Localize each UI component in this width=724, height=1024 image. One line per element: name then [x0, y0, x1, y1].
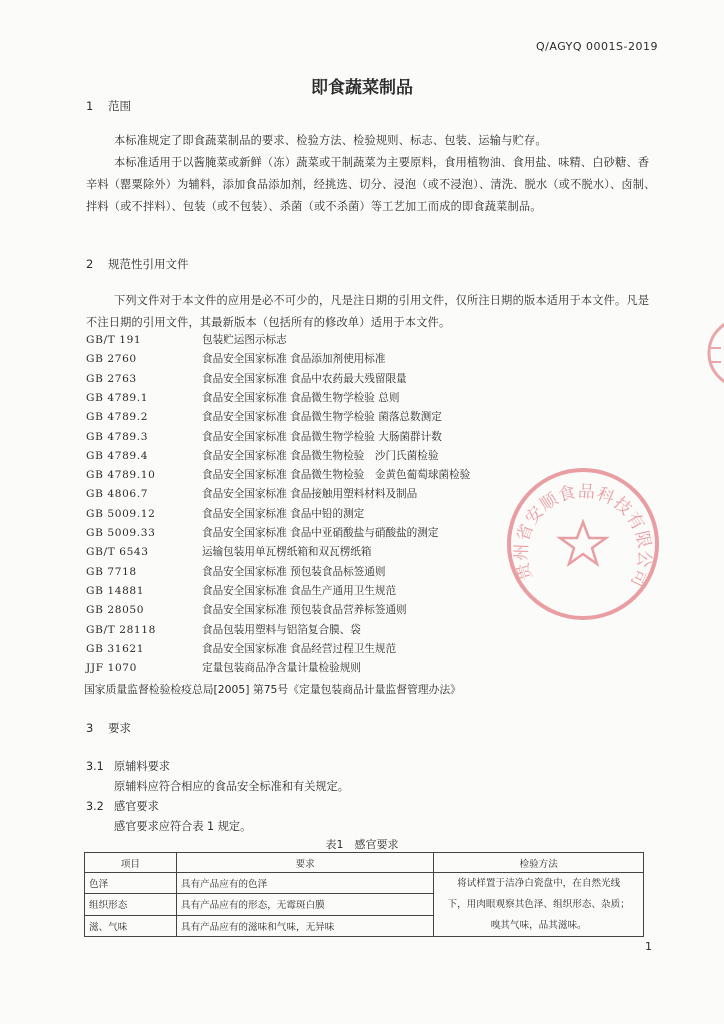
reference-row — [86, 428, 442, 447]
cell-requirement: 具有产品应有的形态，无霉斑白膜 — [176, 894, 434, 915]
method-line: 下，用肉眼观察其色泽、组织形态、杂质； — [447, 899, 630, 910]
reference-row — [86, 331, 287, 350]
reference-title: 食品安全国家标准 食品微生物学检验 菌落总数测定 — [202, 411, 442, 424]
reference-row — [86, 582, 396, 601]
reference-code: GB 5009.12 — [86, 507, 156, 520]
page-number: 1 — [645, 940, 652, 953]
reference-code: GB 7718 — [86, 565, 137, 578]
section-2-heading — [86, 256, 189, 272]
edge-seal-ring — [709, 319, 724, 387]
subsection-number: 3.2 — [86, 800, 104, 813]
cell-method — [434, 873, 644, 937]
edge-seal-fragment — [703, 318, 724, 388]
document-title: 即食蔬菜制品 — [311, 78, 413, 98]
paragraph: 本标准规定了即食蔬菜制品的要求、检验方法、检验规则、标志、包装、运输与贮存。 — [114, 134, 547, 147]
reference-row — [86, 466, 470, 485]
subsection-title: 原辅料要求 — [114, 760, 170, 773]
subsection-3-1-text: 原辅料应符合相应的食品安全标准和有关规定。 — [114, 780, 349, 793]
reference-code: GB 4789.1 — [86, 391, 149, 404]
reference-row — [86, 601, 407, 620]
reference-code: JJF 1070 — [86, 662, 137, 675]
cell-item: 色泽 — [85, 873, 177, 894]
section-3-heading — [86, 720, 131, 736]
reference-code: GB 14881 — [86, 584, 145, 597]
reference-code: GB 28050 — [86, 604, 145, 617]
reference-title: 食品安全国家标准 食品微生物检验 沙门氏菌检验 — [202, 449, 439, 462]
cell-item: 滋、气味 — [85, 915, 177, 936]
section-1-body — [86, 130, 656, 218]
reference-code: GB/T 191 — [86, 334, 142, 346]
cell-item: 组织形态 — [85, 894, 177, 915]
reference-code: GB 31621 — [86, 642, 145, 655]
section-number: 2 — [86, 257, 94, 271]
company-seal — [503, 464, 663, 624]
sensory-requirements-table — [84, 852, 644, 937]
reference-title: 包装贮运图示标志 — [202, 334, 287, 346]
section-number: 3 — [86, 721, 94, 735]
cell-requirement: 具有产品应有的滋味和气味，无异味 — [176, 915, 434, 936]
header-method: 检验方法 — [434, 853, 644, 873]
reference-title: 食品安全国家标准 食品中铅的测定 — [202, 507, 365, 520]
table-caption: 表1 感官要求 — [325, 838, 399, 851]
reference-row — [86, 389, 399, 408]
header-item: 项目 — [85, 853, 177, 873]
reference-code: GB 2760 — [86, 353, 137, 366]
reference-row — [86, 543, 372, 562]
section-title: 规范性引用文件 — [108, 257, 189, 271]
reference-title: 食品安全国家标准 食品生产通用卫生规范 — [202, 584, 397, 597]
section-1-heading — [86, 98, 131, 114]
reference-code: GB/T 6543 — [86, 546, 149, 559]
reference-title: 定量包装商品净含量计量检验规则 — [202, 662, 361, 675]
header-requirement: 要求 — [176, 853, 434, 873]
reference-title: 食品安全国家标准 预包装食品营养标签通则 — [202, 604, 407, 617]
reference-title: 食品安全国家标准 食品微生物检验 金黄色葡萄球菌检验 — [202, 469, 471, 482]
section-2-intro — [86, 290, 656, 334]
section-title: 要求 — [108, 721, 131, 735]
table-row — [85, 873, 644, 894]
reference-title: 食品安全国家标准 食品微生物学检验 总则 — [202, 391, 400, 404]
subsection-3-2-text: 感官要求应符合表 1 规定。 — [114, 820, 252, 833]
seal-text — [512, 482, 655, 591]
reference-row — [86, 563, 385, 582]
reference-row — [86, 524, 438, 543]
section-title: 范围 — [108, 99, 131, 113]
reference-code: GB 4789.10 — [86, 469, 156, 482]
subsection-3-1-heading — [86, 758, 170, 774]
reference-title: 食品安全国家标准 食品经营过程卫生规范 — [202, 642, 397, 655]
reference-title: 食品安全国家标准 食品中农药最大残留限量 — [202, 372, 407, 385]
table-header-row — [85, 853, 644, 873]
reference-title: 食品安全国家标准 食品中亚硝酸盐与硝酸盐的测定 — [202, 527, 439, 539]
regulation-reference: 国家质量监督检验检疫总局[2005] 第75号《定量包装商品计量监督管理办法》 — [84, 683, 461, 696]
reference-code: GB 2763 — [86, 372, 137, 385]
subsection-title: 感官要求 — [114, 800, 159, 813]
seal-text-path: 贵州省安顺食品科技有限公司 — [511, 481, 655, 591]
reference-title: 食品安全国家标准 食品添加剂使用标准 — [202, 353, 386, 366]
subsection-number: 3.1 — [86, 760, 104, 773]
reference-title: 运输包装用单瓦楞纸箱和双瓦楞纸箱 — [202, 546, 372, 559]
reference-row — [86, 640, 396, 659]
section-number: 1 — [86, 99, 94, 113]
reference-row — [86, 659, 361, 678]
reference-code: GB 4789.3 — [86, 430, 149, 443]
reference-title: 食品包装用塑料与铝箔复合膜、袋 — [202, 623, 361, 636]
reference-row — [86, 408, 442, 427]
reference-code: GB 5009.33 — [86, 527, 156, 539]
reference-row — [86, 350, 385, 369]
paragraph: 下列文件对于本文件的应用是必不可少的，凡是注日期的引用文件，仅所注日期的版本适用于本文件。凡是不注日期的引用文件，其最新版本（包括所有的修改单）适用于本文件。 — [86, 294, 650, 329]
reference-row — [86, 505, 364, 524]
reference-row — [86, 370, 407, 389]
method-line: 嗅其气味，品其滋味。 — [490, 920, 587, 931]
reference-row — [86, 621, 361, 640]
standard-code: Q/AGYQ 0001S-2019 — [536, 40, 658, 53]
reference-row — [86, 447, 438, 466]
method-line: 将试样置于洁净白瓷盘中，在自然光线 — [457, 878, 621, 889]
reference-title: 食品安全国家标准 食品微生物学检验 大肠菌群计数 — [202, 430, 442, 443]
reference-code: GB 4789.4 — [86, 449, 149, 462]
subsection-3-2-heading — [86, 798, 159, 814]
reference-row — [86, 485, 417, 504]
reference-title: 食品安全国家标准 预包装食品标签通则 — [202, 565, 386, 578]
cell-requirement: 具有产品应有的色泽 — [176, 873, 434, 894]
paragraph: 本标准适用于以酱腌菜或新鲜（冻）蔬菜或干制蔬菜为主要原料，食用植物油、食用盐、味精、白砂糖、香辛料（罂粟除外）为辅料，添加食品添加剂，经挑选、切分、浸泡（或不浸泡）、清洗、脱水（或不脱水）、卤制、拌料（或不拌料）、包装（或不包装）、杀菌（或不杀菌）等工艺加工而成的即食蔬菜制品。 — [86, 156, 656, 213]
reference-title: 食品安全国家标准 食品接触用塑料材料及制品 — [202, 488, 418, 501]
reference-code: GB 4789.2 — [86, 411, 149, 424]
reference-code: GB 4806.7 — [86, 488, 149, 501]
seal-star — [560, 522, 606, 564]
reference-code: GB/T 28118 — [86, 623, 156, 636]
